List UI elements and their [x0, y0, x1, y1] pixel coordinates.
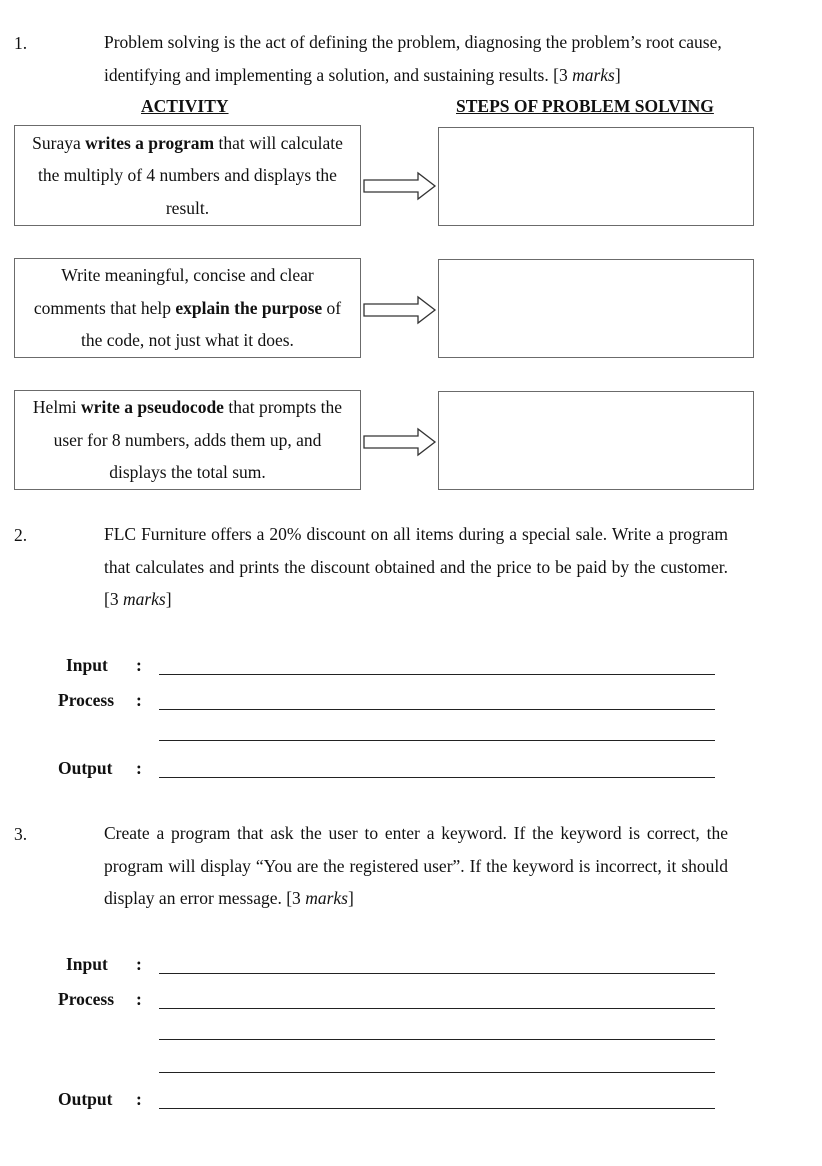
right-arrow-icon: [362, 294, 438, 326]
q2-output-colon: :: [136, 758, 142, 778]
activity-3-text: Helmi write a pseudocode that prompts the user for 8 numbers, adds them up, and displays the total sum.: [32, 397, 343, 483]
question-1-text: Problem solving is the act of defining the problem, diagnosing the problem’s root cause, identifying and implementing a solution, and sustaining results. [3 marks]: [104, 32, 722, 85]
q3-input-answer-line[interactable]: [159, 973, 715, 974]
steps-heading: STEPS OF PROBLEM SOLVING: [456, 96, 714, 116]
activity-box-1: [14, 125, 361, 226]
q3-process-answer-line[interactable]: [159, 1008, 715, 1009]
q3-input-colon: :: [136, 954, 142, 974]
q2-input-label: Input: [66, 655, 108, 675]
q2-process-answer-line[interactable]: [159, 709, 715, 710]
q3-process-answer-line[interactable]: [159, 1039, 715, 1040]
q2-process-label: Process: [58, 690, 115, 710]
question-2-number: 2.: [14, 525, 28, 545]
question-3-number: 3.: [14, 824, 28, 844]
q2-input-answer-line[interactable]: [159, 674, 715, 675]
activity-heading: ACTIVITY: [141, 96, 229, 116]
q3-process-answer-line[interactable]: [159, 1072, 715, 1073]
activity-box-2: [14, 258, 361, 358]
q2-process-colon: :: [136, 690, 142, 710]
q2-output-label: Output: [58, 758, 113, 778]
activity-box-3: [14, 390, 361, 490]
q3-process-colon: :: [136, 989, 142, 1009]
right-arrow-icon: [362, 170, 438, 202]
question-1-number: 1.: [14, 33, 28, 53]
question-3-text: Create a program that ask the user to enter a keyword. If the keyword is correct, the program will display “You are the registered user”. If the keyword is incorrect, it should display an error message. [3 marks]: [104, 823, 728, 908]
answer-box-3[interactable]: [438, 391, 754, 490]
answer-box-1[interactable]: [438, 127, 754, 226]
q3-output-label: Output: [58, 1089, 113, 1109]
activity-2-text: Write meaningful, concise and clear comments that help explain the purpose of the code, not just what it does.: [33, 265, 342, 351]
q3-input-label: Input: [66, 954, 108, 974]
q2-input-colon: :: [136, 655, 142, 675]
q3-output-colon: :: [136, 1089, 142, 1109]
q2-process-answer-line[interactable]: [159, 740, 715, 741]
answer-box-2[interactable]: [438, 259, 754, 358]
q3-process-label: Process: [58, 989, 115, 1009]
right-arrow-icon: [362, 426, 438, 458]
q2-output-answer-line[interactable]: [159, 777, 715, 778]
q3-output-answer-line[interactable]: [159, 1108, 715, 1109]
activity-1-text: Suraya writes a program that will calculate the multiply of 4 numbers and displays the result.: [32, 132, 343, 218]
question-2-text: FLC Furniture offers a 20% discount on all items during a special sale. Write a program that calculates and prints the discount obtained and the price to be paid by the customer. [3 marks]: [104, 524, 728, 609]
